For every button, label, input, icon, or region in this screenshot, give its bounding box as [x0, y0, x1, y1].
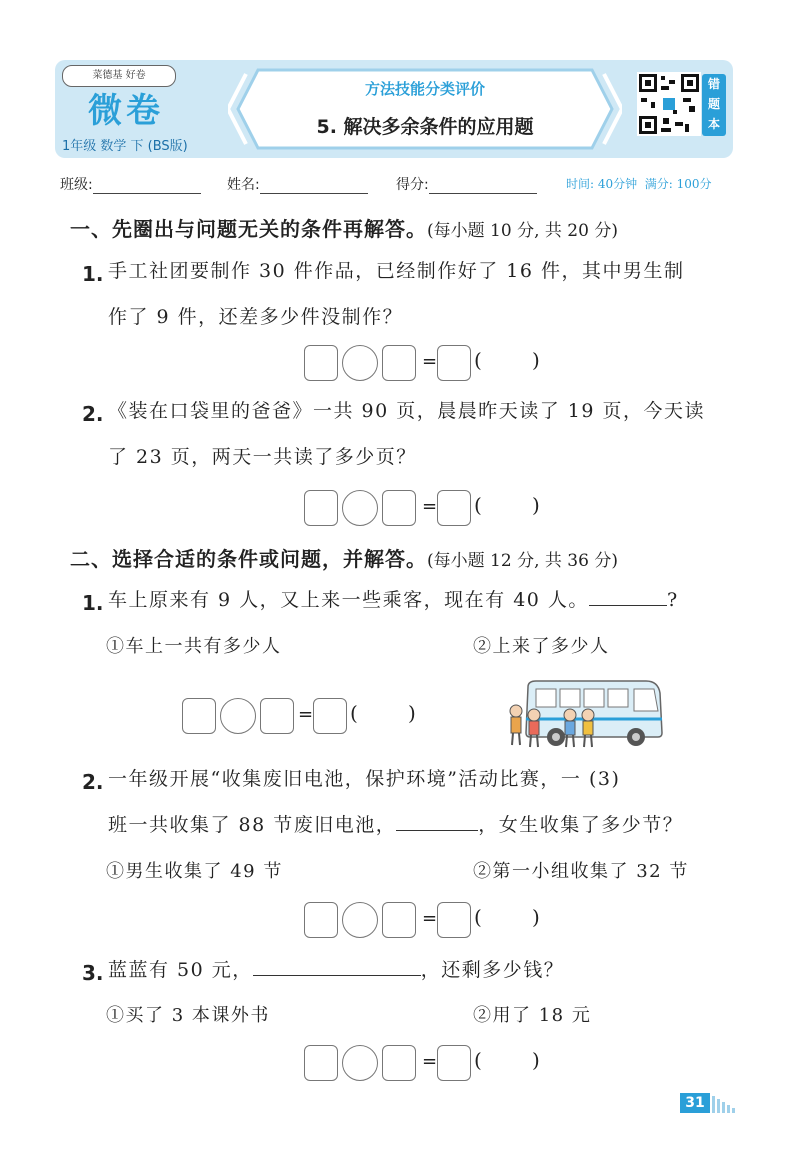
question-2-3 [108, 947, 564, 993]
score-label: 得分: [396, 177, 429, 193]
time-limit [566, 175, 712, 192]
unit-paren-open: ( [474, 1048, 482, 1072]
class-label: 班级: [60, 177, 93, 193]
section-1-heading [70, 213, 618, 242]
operator-circle[interactable] [342, 1045, 378, 1081]
answer-box[interactable] [382, 1045, 416, 1081]
option-2[interactable]: ②上来了多少人 [473, 636, 610, 657]
equals-sign: = [422, 908, 438, 929]
option-2[interactable]: ②用了 18 元 [473, 1005, 592, 1026]
section-2-title: 二、选择合适的条件或问题，并解答。 [70, 547, 427, 571]
answer-box[interactable] [382, 345, 416, 381]
answer-box[interactable] [260, 698, 294, 734]
name-blank[interactable] [260, 179, 368, 194]
unit-paren-close: ) [532, 905, 540, 929]
question-2-1 [108, 577, 679, 623]
page-title: 5. 解决多余条件的应用题 [316, 116, 534, 138]
option-1[interactable]: ①男生收集了 49 节 [106, 861, 283, 882]
qr-code[interactable] [637, 72, 701, 136]
answer-box[interactable] [304, 902, 338, 938]
question-number: 2. [82, 770, 104, 794]
errbook-char: 题 [707, 97, 720, 111]
question-text: 蓝蓝有 50 元， [108, 959, 253, 981]
bus-illustration [508, 675, 664, 749]
fill-blank[interactable] [253, 955, 421, 976]
brand-tag: 菜德基 好卷 [62, 65, 176, 87]
section-1-title: 一、先圈出与问题无关的条件再解答。 [70, 217, 427, 241]
name-field[interactable] [227, 174, 368, 194]
time-text: 时间: 40分钟 [566, 177, 638, 191]
page-bars-icon [712, 1094, 740, 1113]
answer-box[interactable] [304, 1045, 338, 1081]
question-1-1 [108, 248, 685, 340]
fill-blank[interactable] [396, 810, 478, 831]
question-2-2 [108, 756, 683, 848]
question-text-line: 《装在口袋里的爸爸》一共 90 页，晨晨昨天读了 19 页，今天读 [108, 400, 706, 422]
question-text: 班一共收集了 88 节废旧电池， [108, 814, 397, 836]
errbook-char: 错 [707, 77, 720, 91]
question-text: 车上原来有 9 人，又上来一些乘客，现在有 40 人。 [108, 589, 589, 611]
option-1[interactable]: ①买了 3 本课外书 [106, 1005, 270, 1026]
unit-paren-open: ( [474, 348, 482, 372]
answer-box[interactable] [182, 698, 216, 734]
equals-sign: = [298, 704, 314, 725]
section-1-note: (每小题 10 分, 共 20 分) [427, 221, 618, 241]
option-1[interactable]: ①车上一共有多少人 [106, 636, 282, 657]
answer-box[interactable] [437, 902, 471, 938]
brand-block [60, 63, 228, 155]
page-number: 31 [680, 1093, 710, 1113]
brand-title: 微卷 [88, 91, 164, 131]
question-number: 1. [82, 262, 104, 286]
class-blank[interactable] [93, 179, 201, 194]
unit-paren-close: ) [532, 348, 540, 372]
question-text-line: 一年级开展“收集废旧电池，保护环境”活动比赛，一 (3) [108, 768, 621, 790]
section-2-heading [70, 543, 618, 572]
unit-paren-close: ) [532, 493, 540, 517]
question-text-line: 了 23 页，两天一共读了多少页？ [108, 446, 417, 468]
errbook-char: 本 [707, 117, 720, 131]
unit-paren-open: ( [474, 905, 482, 929]
operator-circle[interactable] [342, 345, 378, 381]
question-number: 2. [82, 402, 104, 426]
answer-box[interactable] [382, 490, 416, 526]
section-2-note: (每小题 12 分, 共 36 分) [427, 551, 618, 571]
grade-subject: 1年级 数学 下 (BS版) [62, 139, 188, 154]
unit-paren-open: ( [350, 701, 358, 725]
question-text-line: 手工社团要制作 30 件作品，已经制作好了 16 件，其中男生制 [108, 260, 685, 282]
question-text-line: 作了 9 件，还差多少件没制作？ [108, 306, 404, 328]
class-field[interactable] [60, 174, 201, 194]
question-text: ，还剩多少钱？ [420, 959, 565, 981]
equals-sign: = [422, 351, 438, 372]
category-label: 方法技能分类评价 [364, 80, 485, 98]
operator-circle[interactable] [342, 490, 378, 526]
answer-box[interactable] [437, 490, 471, 526]
title-text [228, 66, 622, 152]
qr-code-icon [639, 74, 699, 134]
score-blank[interactable] [429, 179, 537, 194]
question-mark: ? [666, 589, 679, 611]
option-2[interactable]: ②第一小组收集了 32 节 [473, 861, 689, 882]
error-book-badge [702, 74, 726, 136]
answer-box[interactable] [313, 698, 347, 734]
question-1-2 [108, 388, 705, 480]
answer-box[interactable] [437, 1045, 471, 1081]
score-field[interactable] [396, 174, 537, 194]
full-score-text: 满分: 100分 [644, 177, 712, 191]
answer-box[interactable] [437, 345, 471, 381]
question-number: 3. [82, 961, 104, 985]
question-number: 1. [82, 591, 104, 615]
answer-box[interactable] [382, 902, 416, 938]
operator-circle[interactable] [342, 902, 378, 938]
unit-paren-close: ) [532, 1048, 540, 1072]
name-label: 姓名: [227, 177, 260, 193]
answer-box[interactable] [304, 490, 338, 526]
equals-sign: = [422, 1051, 438, 1072]
unit-paren-open: ( [474, 493, 482, 517]
answer-box[interactable] [304, 345, 338, 381]
fill-blank[interactable] [589, 585, 667, 606]
equals-sign: = [422, 496, 438, 517]
operator-circle[interactable] [220, 698, 256, 734]
unit-paren-close: ) [408, 701, 416, 725]
question-text: ，女生收集了多少节？ [478, 814, 684, 836]
